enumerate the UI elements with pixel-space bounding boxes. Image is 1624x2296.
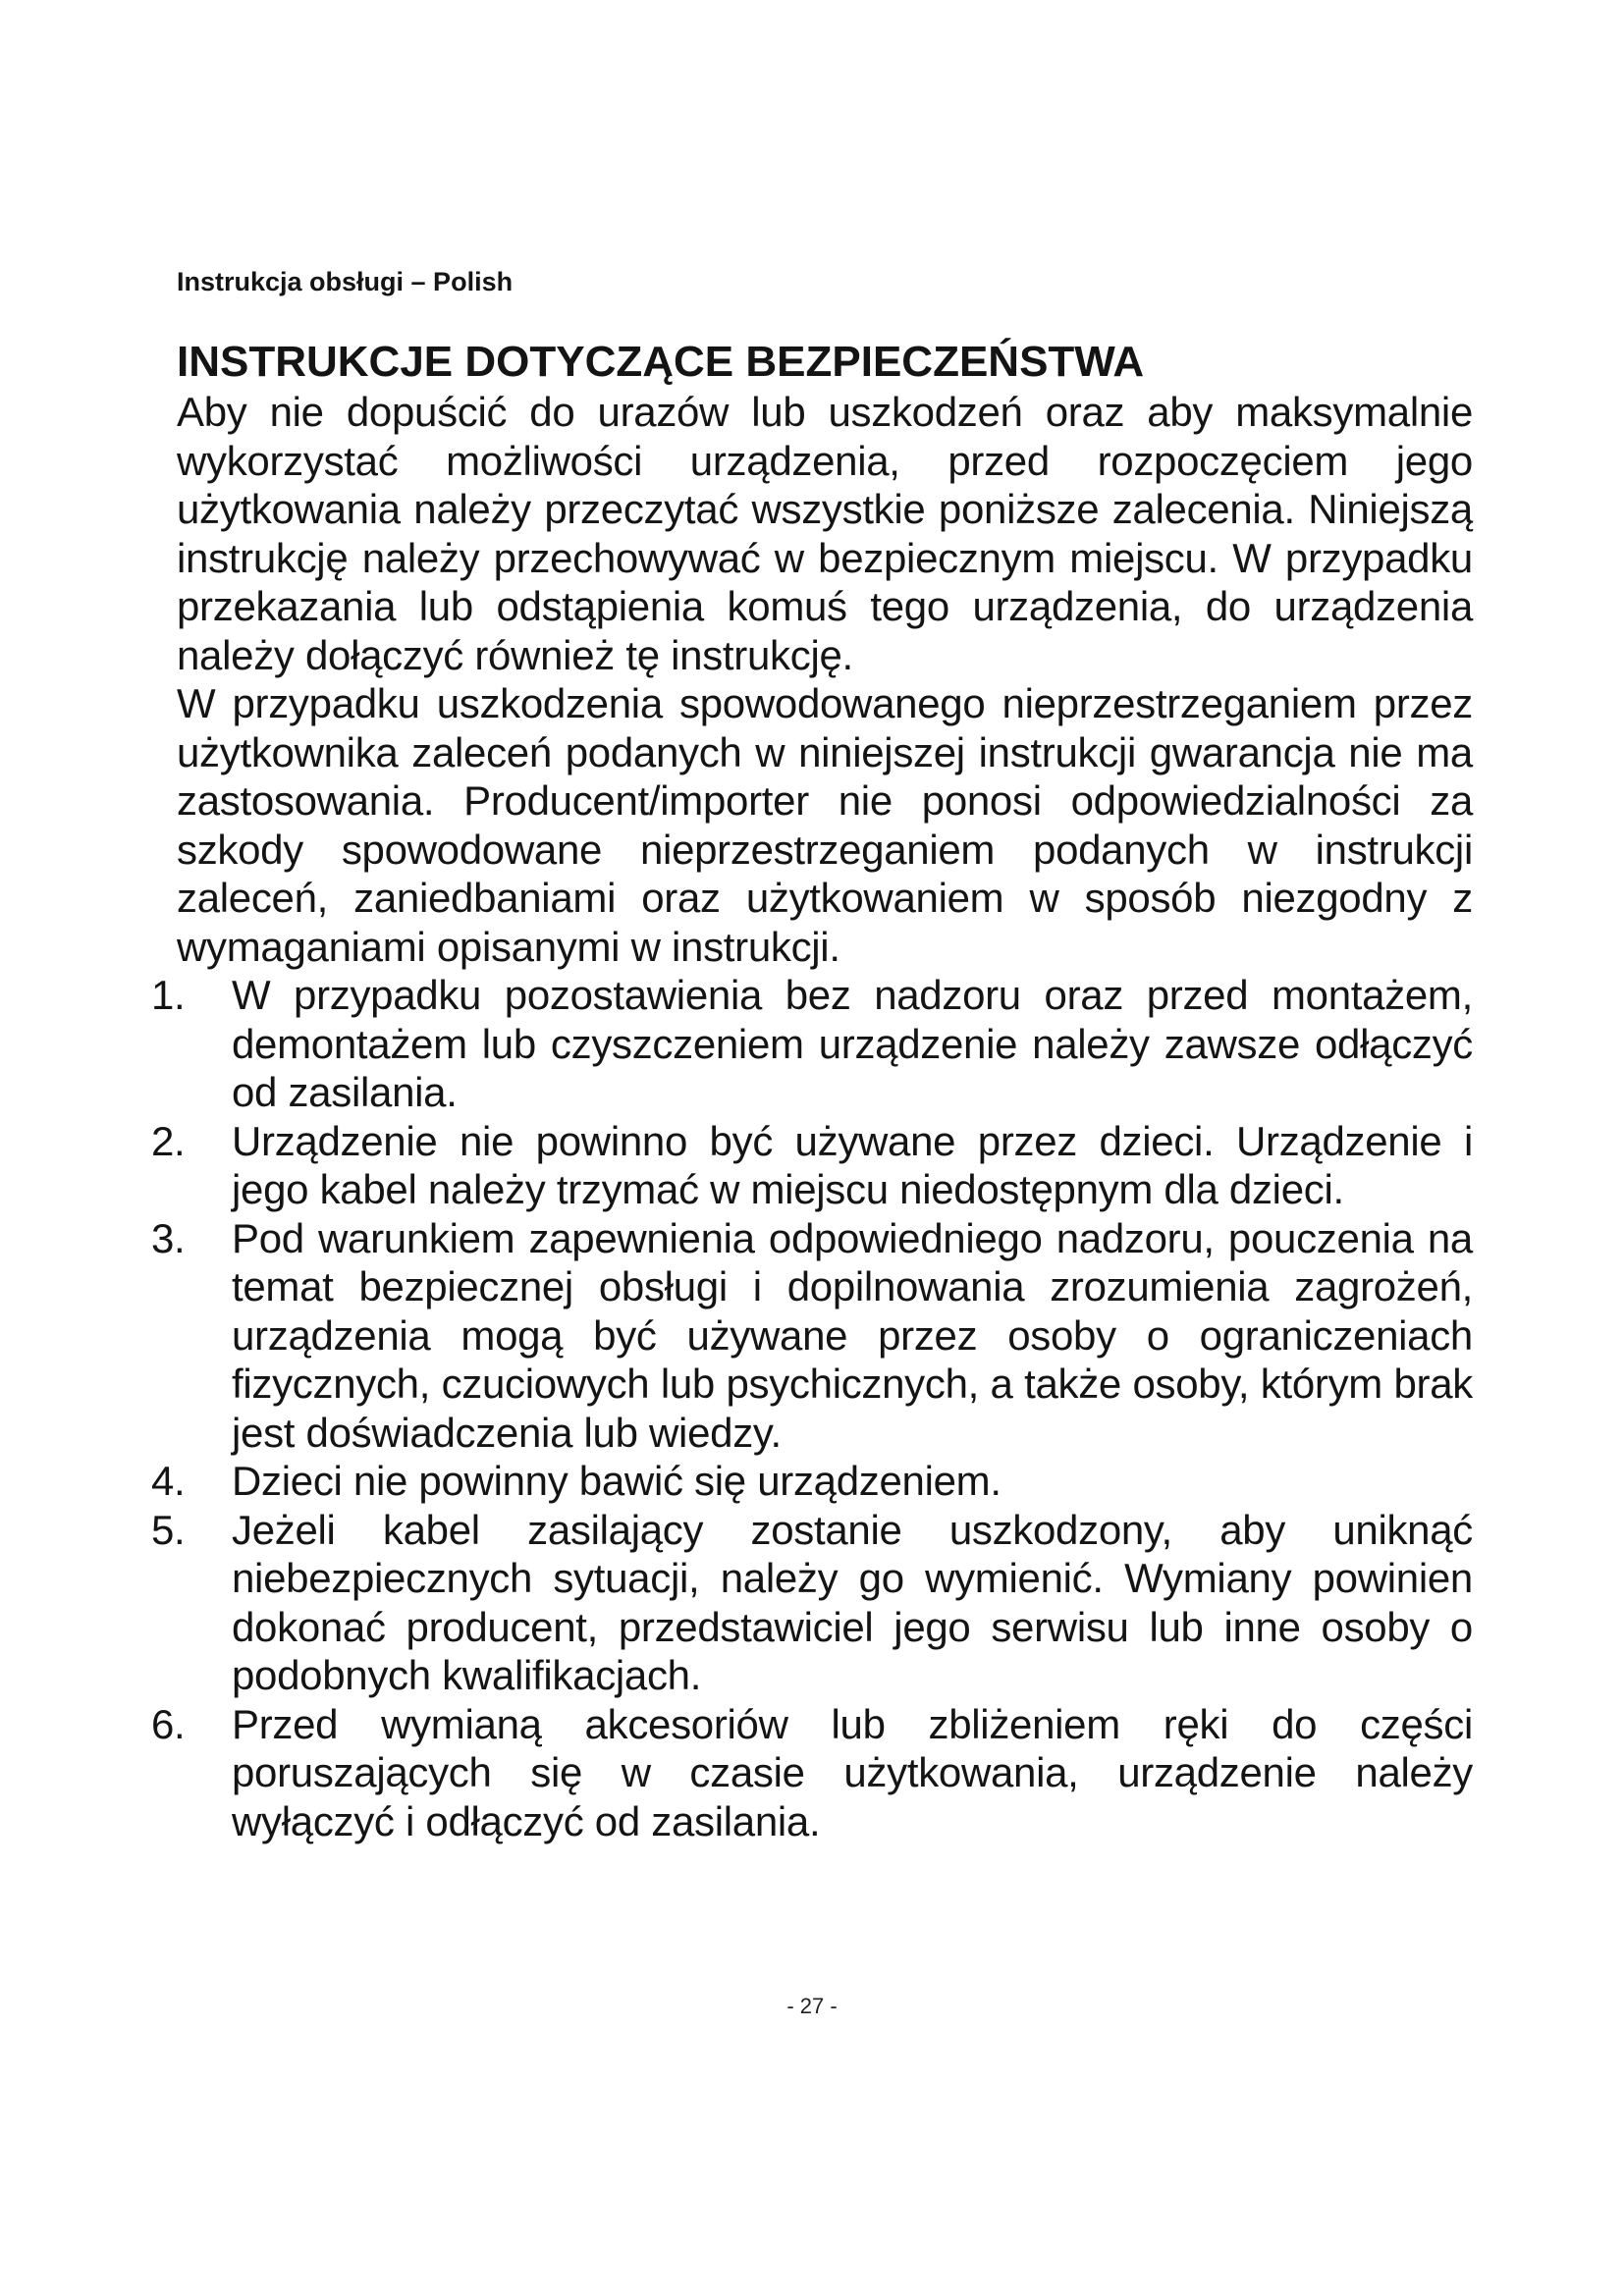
list-item [151, 1457, 1473, 1506]
list-item-text: Urządzenie nie powinno być używane przez dzieci. Urządzenie i jego kabel należy trzymać w miejscu niedostępnym dla dzieci. [232, 1117, 1473, 1212]
list-item [151, 1506, 1473, 1700]
list-item-text: Jeżeli kabel zasilający zostanie uszkodzony, aby uniknąć niebezpiecznych sytuacji, należy go wymienić. Wymiany powinien dokonać producent, przedstawiciel jego serwisu lub inne osoby o podobnych kwalifikacjach. [232, 1506, 1473, 1698]
list-item-text: Pod warunkiem zapewnienia odpowiedniego nadzoru, pouczenia na temat bezpiecznej obsługi i dopilnowania zrozumienia zagrożeń, urządzenia mogą być używane przez osoby o ograniczeniach fizycznych, czuciowych lub psychicznych, a także osoby, którym brak jest doświadczenia lub wiedzy. [232, 1214, 1473, 1456]
list-item-text: Przed wymianą akcesoriów lub zbliżeniem ręki do części poruszających się w czasie użytkowania, urządzenie należy wyłączyć i odłączyć od zasilania. [232, 1700, 1473, 1844]
list-item-text: W przypadku pozostawienia bez nadzoru oraz przed montażem, demontażem lub czyszczeniem urządzenie należy zawsze odłączyć od zasilania. [232, 972, 1473, 1115]
list-item-number: 6. [151, 1700, 186, 1747]
warranty-paragraph: W przypadku uszkodzenia spowodowanego nieprzestrzeganiem przez użytkownika zaleceń podanych w niniejszej instrukcji gwarancja nie ma zastosowania. Producent/importer nie ponosi odpowiedzialności za szkody spowodowane nieprzestrzeganiem podanych w instrukcji zaleceń, zaniedbaniami oraz użytkowaniem w sposób niezgodny z wymaganiami opisanymi w instrukcji. [177, 680, 1473, 970]
list-item [151, 971, 1473, 1117]
list-item-number: 5. [151, 1506, 186, 1553]
section-title: INSTRUKCJE DOTYCZĄCE BEZPIECZEŃSTWA [177, 338, 1145, 386]
list-item [151, 1700, 1473, 1846]
page-number: - 27 - [786, 1994, 838, 2018]
page-content [151, 337, 1473, 1845]
list-item [151, 1117, 1473, 1214]
list-item-number: 3. [151, 1214, 186, 1261]
list-item [151, 1214, 1473, 1458]
intro-paragraph: Aby nie dopuścić do urazów lub uszkodzeń oraz aby maksymalnie wykorzystać możliwości urządzenia, przed rozpoczęciem jego użytkowania należy przeczytać wszystkie poniższe zalecenia. Niniejszą instrukcję należy przechowywać w bezpiecznym miejscu. W przypadku przekazania lub odstąpienia komuś tego urządzenia, do urządzenia należy dołączyć również tę instrukcję. [177, 389, 1473, 678]
list-item-number: 4. [151, 1458, 186, 1504]
list-item-number: 2. [151, 1117, 186, 1164]
safety-list [151, 971, 1473, 1845]
page-header: Instrukcja obsługi – Polish [177, 267, 514, 296]
list-item-text: Dzieci nie powinny bawić się urządzeniem. [232, 1458, 1001, 1504]
list-item-number: 1. [151, 972, 186, 1018]
